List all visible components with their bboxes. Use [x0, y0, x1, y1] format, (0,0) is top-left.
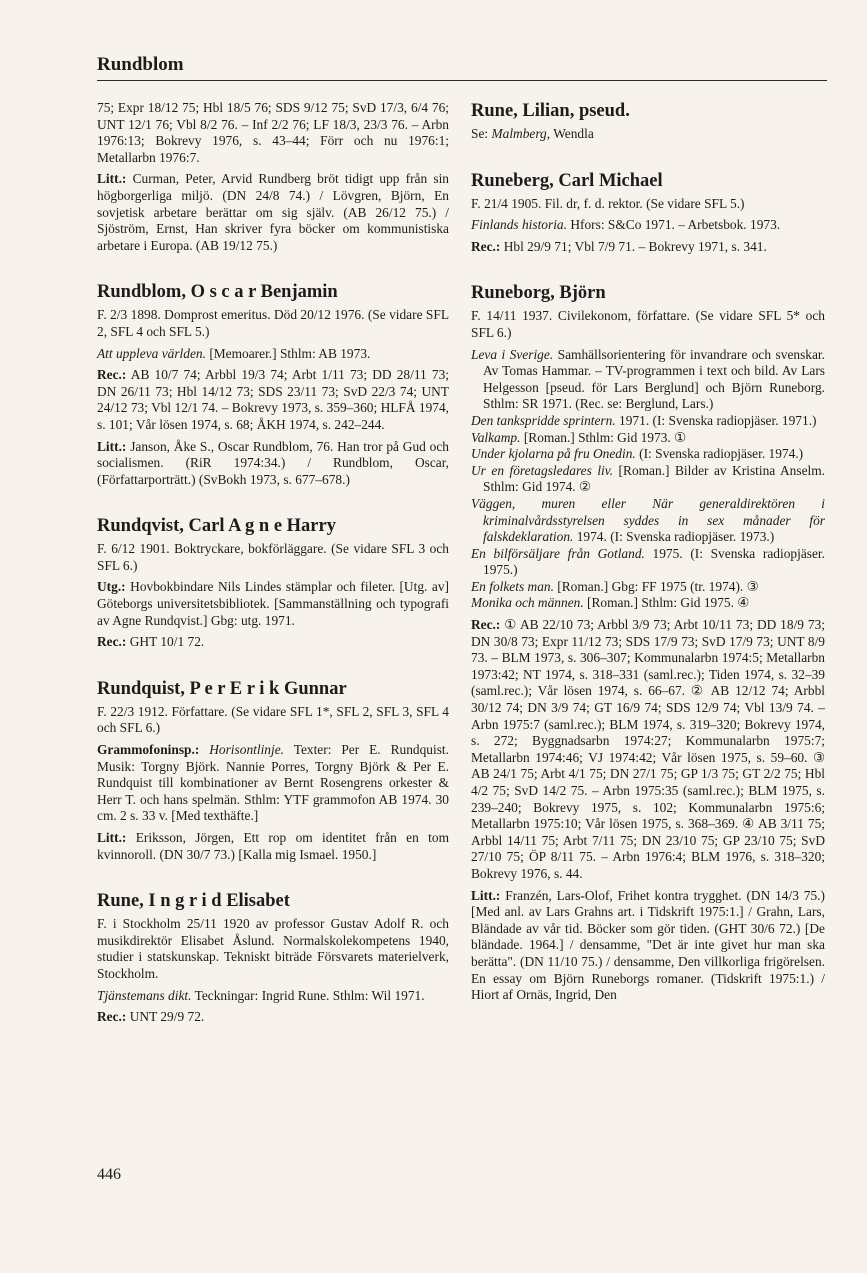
works-list: [471, 347, 825, 613]
biography: F. 21/4 1905. Fil. dr, f. d. rektor. (Se vidare SFL 5.): [471, 195, 745, 211]
entry-heading: Runeberg, Carl Michael: [471, 170, 663, 191]
biography: F. i Stockholm 25/11 1920 av professor Gustav Adolf R. och musikdirektör Elisabet Åslund. Normalskolekompetens 1940, studier i statskunskap. Tekniskt biträde Försvarets materielverk, Stockholm.: [97, 916, 449, 981]
entry-heading: Rundqvist, Carl A g n e Harry: [97, 516, 336, 537]
edition-note: Utg.: Hovbokbindare Nils Lindes stämplar och fileter. [Utg. av] Göteborgs universitetsbibliotek. [Sammanställning och typografi av Agne Rundqvist.] Gbg: utg. 1971.: [97, 579, 449, 628]
page-number: 446: [97, 1166, 121, 1183]
entry-ingrid-rune: [97, 890, 449, 1026]
work: Tjänstemans dikt. Teckningar: Ingrid Rune. Sthlm: Wil 1971.: [97, 987, 425, 1003]
literature-note: Litt.: Janson, Åke S., Oscar Rundblom, 76. Han tror på Gud och socialismen. (RiR 1974:34.) / Rundblom, Oscar, (Författarporträtt.) (SvBokh 1973, s. 677–678.): [97, 438, 449, 487]
reviews: Rec.: GHT 10/1 72.: [97, 634, 205, 650]
entry-bjorn-runeborg: [471, 282, 825, 1003]
biography: F. 14/11 1937. Civilekonom, författare. (Se vidare SFL 5* och SFL 6.): [471, 308, 825, 340]
biography: F. 2/3 1898. Domprost emeritus. Död 20/12 1976. (Se vidare SFL 2, SFL 4 och SFL 5.): [97, 307, 449, 339]
reviews: Rec.: AB 10/7 74; Arbbl 19/3 74; Arbt 1/11 73; DD 28/11 73; DN 26/11 73; Hbl 14/12 73; SDS 23/11 73; SvD 22/3 74; UNT 24/12 73; Vbl 12/1 74. – Bokrevy 1973, s. 359–360; HLFÅ 1974, s. 101; Vår lösen 1974, s. 68; ÅKH 1974, s. 242–244.: [97, 367, 450, 432]
entry-heading: Rune, Lilian, pseud.: [471, 101, 630, 121]
work: En folkets man. [Roman.] Gbg: FF 1975 (tr. 1974). ③: [471, 578, 759, 594]
work: Den tankspridde sprintern. 1971. (I: Svenska radiopjäser. 1971.): [471, 412, 817, 428]
entry-heading: Rundquist, P e r E r i k Gunnar: [97, 678, 347, 699]
running-head: Rundblom: [97, 54, 827, 81]
work: Valkamp. [Roman.] Sthlm: Gid 1973. ①: [471, 429, 687, 445]
right-column: [471, 100, 825, 1009]
see-reference: Se: Malmberg, Wendla: [471, 126, 594, 141]
entry-heading: Runeborg, Björn: [471, 283, 606, 304]
work: En bilförsäljare från Gotland. 1975. (I: Svenska radiopjäser. 1975.): [471, 545, 825, 578]
review-list: 75; Expr 18/12 75; Hbl 18/5 76; SDS 9/12 75; SvD 17/3, 6/4 76; UNT 12/1 76; Vbl 8/2 76. – Inf 2/2 76; LF 18/3, 23/3 76. – Arbn 1976:13; Bokrevy 1976, s. 43–44; Förr och nu 1976:1; Metallarbn 1976:7.: [97, 100, 449, 165]
biography: F. 22/3 1912. Författare. (Se vidare SFL 1*, SFL 2, SFL 3, SFL 4 och SFL 6.): [97, 703, 449, 736]
work: Att uppleva världen. [Memoarer.] Sthlm: AB 1973.: [97, 345, 371, 361]
biography: F. 6/12 1901. Boktryckare, bokförläggare. (Se vidare SFL 3 och SFL 6.): [97, 541, 449, 573]
entry-heading: Rundblom, O s c a r Benjamin: [97, 282, 338, 303]
entry-per-rundquist: [97, 678, 449, 863]
entry-oscar-rundblom: [97, 281, 449, 488]
entry-agne-rundqvist: [97, 515, 449, 651]
recording-note: Grammofoninsp.: Horisontlinje. Texter: Per E. Rundquist. Musik: Torgny Björk. Nannie Porres, Torgny Björk & Per E. Rundquist till kombinationer av Bernt Rosengrens orkester & Herr T. och hans spelmän. Sthlm: YTF grammofon AB 1974. 30 cm. 2 s. 33 v. [Med texthäfte.]: [97, 742, 449, 824]
literature-note: Litt.: Eriksson, Jörgen, Ett rop om identitet från en tom kvinnoroll. (DN 30/7 73.) [Kalla mig Ismael. 1950.]: [97, 830, 449, 862]
literature-note: Litt.: Curman, Peter, Arvid Rundberg bröt tidigt upp från sin högborgerliga miljö. (DN 24/8 74.) / Lövgren, Björn, En sovjetisk arbetare berättar om sig själv. (AB 26/12 75.) / Sjöström, Ernst, Han skriver fyra böcker om kommunistiska arbetare i Europa. (AB 19/12 75.): [97, 171, 449, 253]
reviews: Rec.: UNT 29/9 72.: [97, 1009, 205, 1025]
work: Väggen, muren eller När generaldirektören i kriminalvårdsstyrelsen syddes in sex månader för falskdeklaration. 1974. (I: Svenska radiopjäser. 1973.): [471, 495, 825, 545]
work: Leva i Sverige. Samhällsorientering för invandrare och svenskar. Av Tomas Hammar. – TV-programmen i text och bild. Av Lars Helgesson [pseud. för Lars Berglund] och Björn Runeborg. Sthlm: SR 1971. (Rec. se: Berglund, Lars.): [471, 346, 825, 412]
work: Under kjolarna på fru Onedin. (I: Svenska radiopjäser. 1974.): [471, 446, 804, 462]
work: Finlands historia. Hfors: S&Co 1971. – Arbetsbok. 1973.: [471, 217, 781, 233]
reviews: Rec.: Hbl 29/9 71; Vbl 7/9 71. – Bokrevy 1971, s. 341.: [471, 238, 767, 254]
entry-rundberg-continued: [97, 100, 449, 254]
entry-carl-runeberg: [471, 170, 825, 256]
left-column: [97, 100, 449, 1031]
reviews: Rec.: ① AB 22/10 73; Arbbl 3/9 73; Arbt 10/11 73; DD 18/9 73; DN 30/8 73; Expr 11/12 73; SDS 17/9 73; SvD 17/9 73; UNT 8/9 73. – BLM 1973, s. 306–307; Kommunalarbn 1974:5; Metallarbn 1973:42; NT 1974, s. 318–331 (saml.rec.); Tiden 1974, s. 32–39 (saml.rec.); Vår lösen 1974, s. 66–67. ② AB 12/12 74; Arbbl 30/12 74; DN 3/9 74; GT 16/9 74; SDS 12/9 74; Vbl 13/9 74. – Arbn 1975:7 (saml.rec.); BLM 1974, s. 319–320; Bokrevy 1974, s. 272; Byggnadsarbn 1974:27; Kommunalarbn 1975:7; Metallarbn 1974:46; VJ 1974:42; Vår lösen 1975, s. 59–60. ③ AB 24/1 75; Arbt 4/1 75; DN 27/1 75; GP 1/3 75; GT 2/2 75; Hbl 4/2 75; SvD 14/2 75. – Arbn 1975:35 (saml.rec.); BLM 1975, s. 239–240; Bokrevy 1975, s. 102; Kommunalarbn 1975:6; Metallarbn 1975:10; Vår lösen 1975, s. 368–369. ④ AB 3/11 75; Arbbl 14/11 75; Arbt 7/11 75; DN 23/10 75; GP 23/10 75; SvD 27/10 75; ÖP 8/11 75. – Arbn 1976:4; BLM 1976, s. 318–320; Bokrevy 1976, s. 44.: [471, 617, 825, 881]
literature-note: Litt.: Franzén, Lars-Olof, Frihet kontra trygghet. (DN 14/3 75.) [Med anl. av Lars Grahns art. i Tidskrift 1975:1.] / Grahn, Lars, Bländade av vår tid. Böcker som gör tiden. (GHT 30/6 72.) [De bländade. 1964.] / densamme, "Det är inte givet hur man ska berätta". (DN 11/10 75.) / densamme, Den villkorliga frigörelsen. En essay om Björn Runeborgs romaner. (Tidskrift 1975:1.) / Hiort af Ornäs, Ingrid, Den: [471, 887, 825, 1003]
work: Ur en företagsledares liv. [Roman.] Bilder av Kristina Anselm. Sthlm: Gid 1974. ②: [471, 462, 825, 495]
entry-heading: Rune, I n g r i d Elisabet: [97, 891, 290, 912]
entry-lilian-rune: [471, 100, 825, 143]
work: Monika och männen. [Roman.] Sthlm: Gid 1975. ④: [471, 595, 750, 611]
